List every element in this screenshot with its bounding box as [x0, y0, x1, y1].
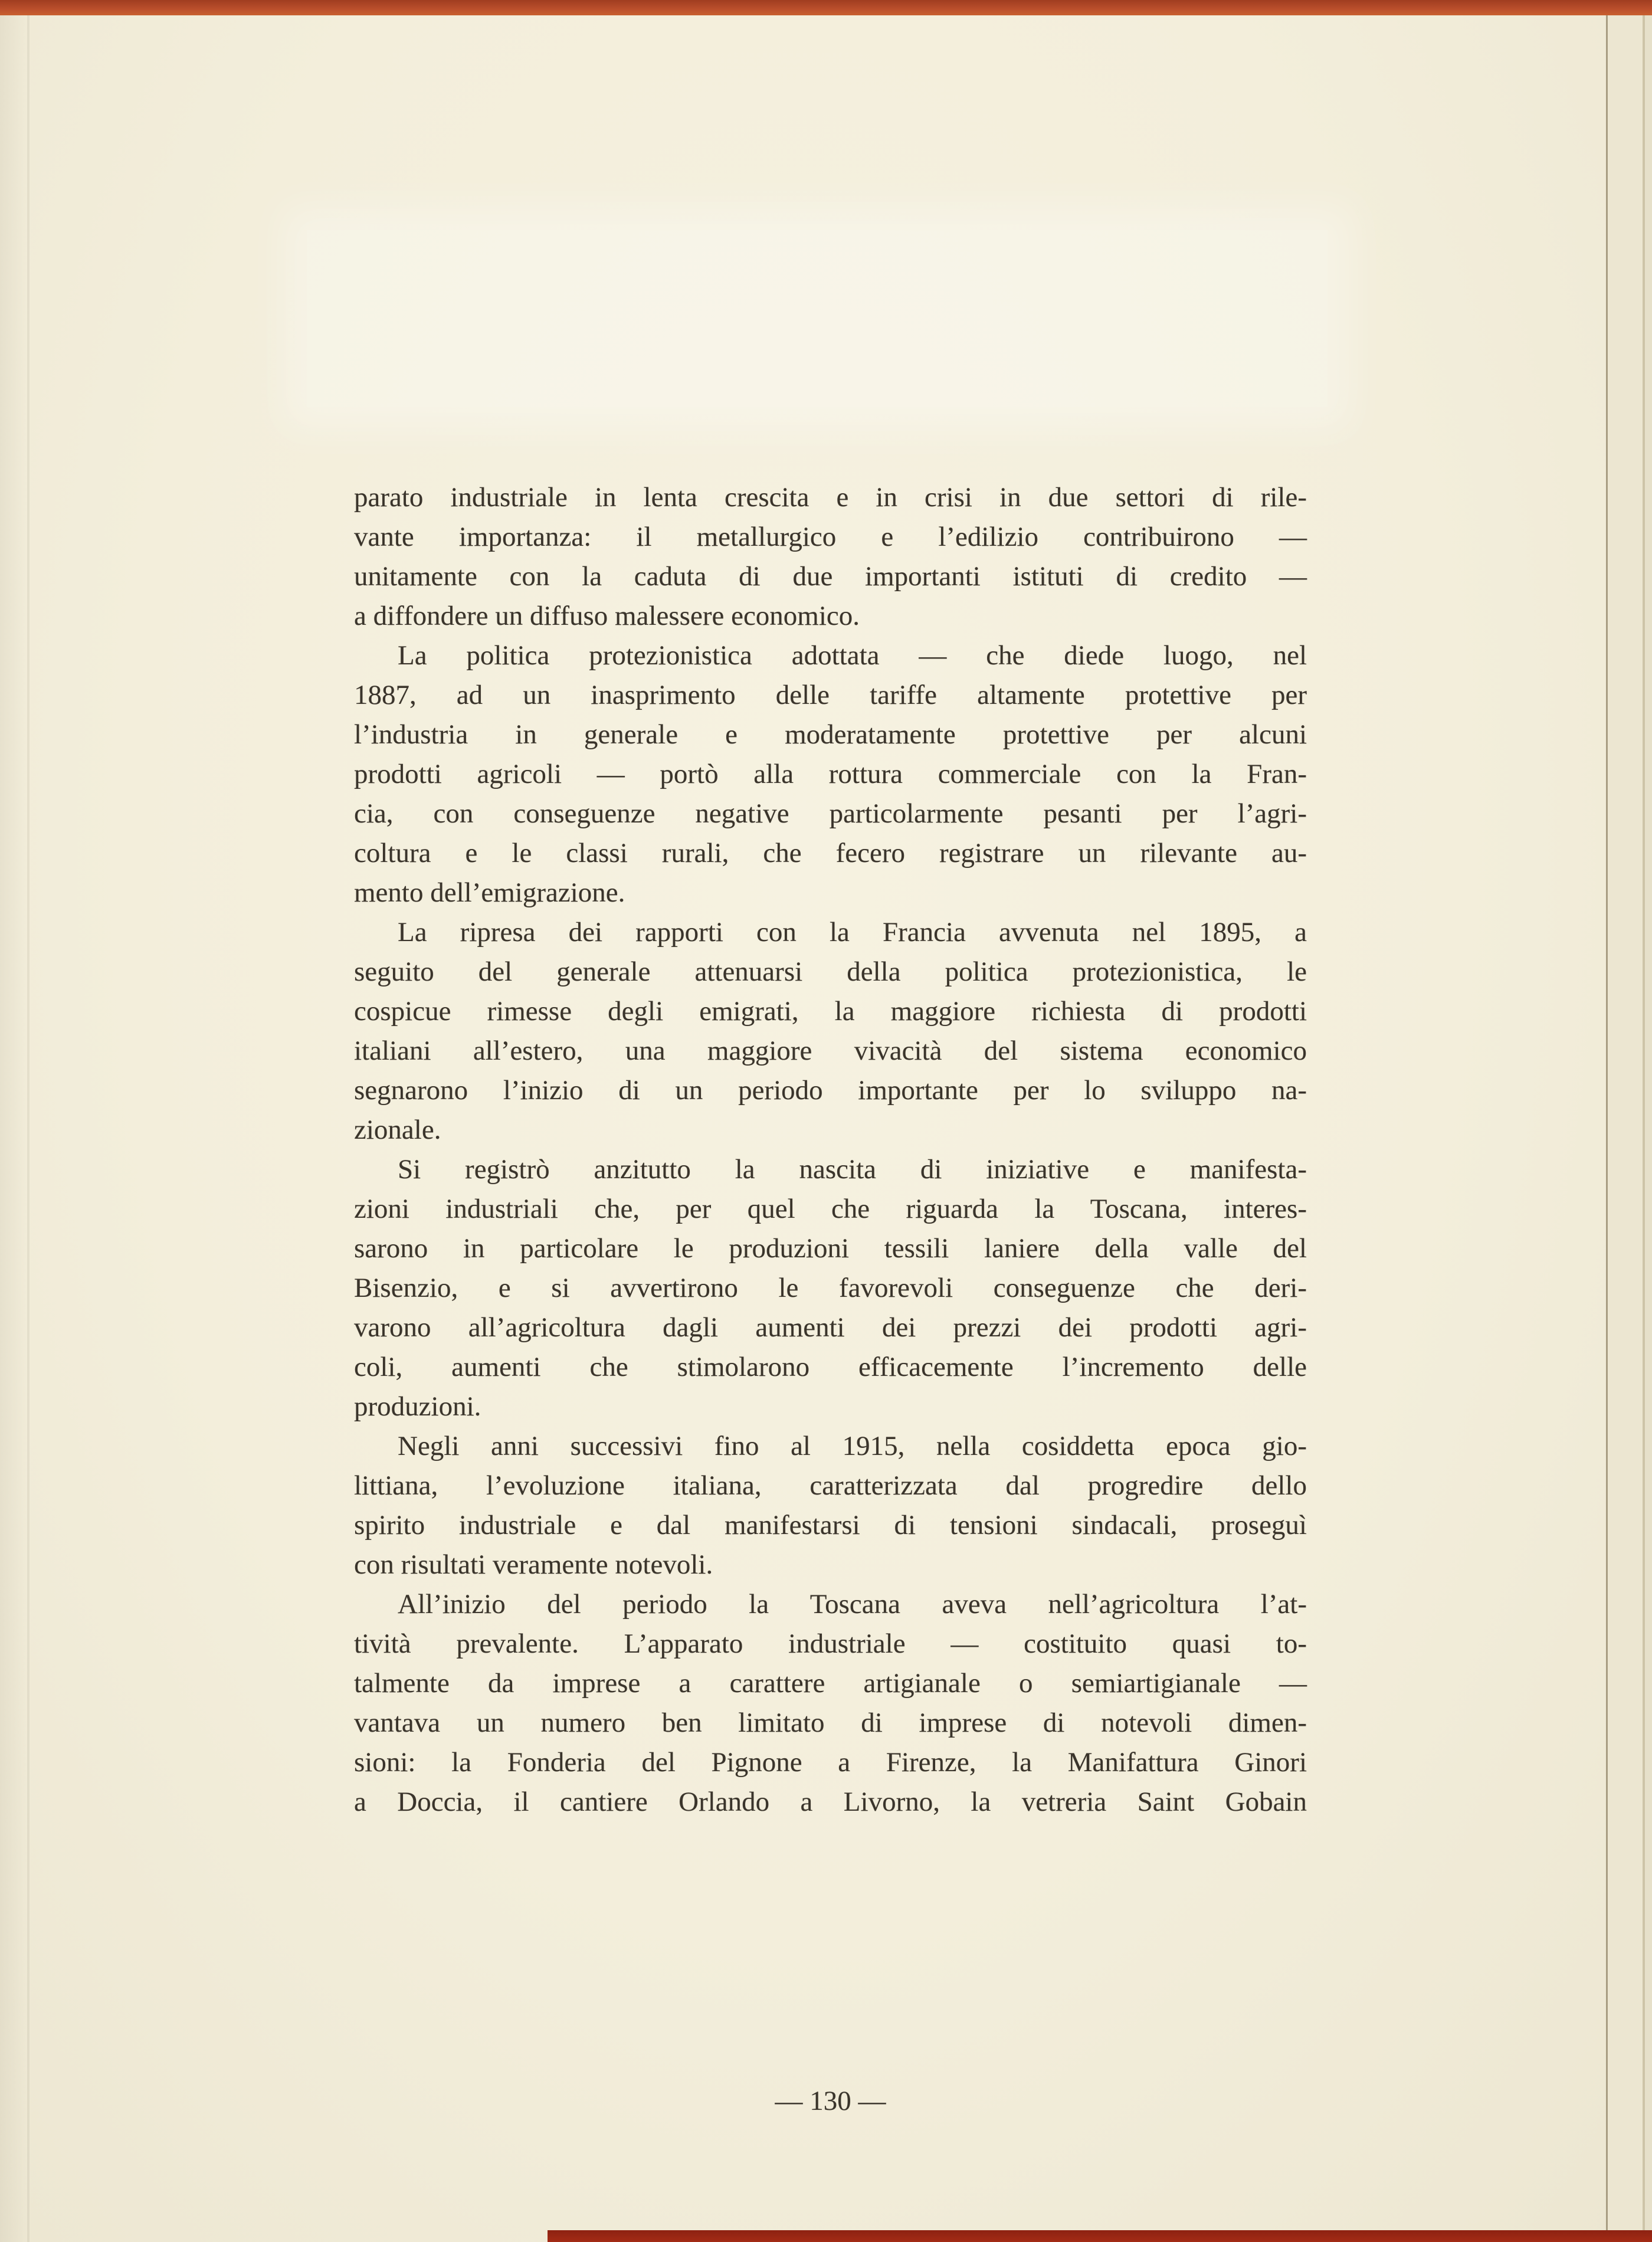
text-line: 1887, ad un inasprimento delle tariffe altamente protettive per [354, 680, 1307, 710]
text-line: littiana, l’evoluzione italiana, caratterizzata dal progredire dello [354, 1470, 1307, 1501]
page-left-shadow [0, 0, 27, 2242]
book-cover-top-edge [0, 0, 1652, 15]
text-line: zioni industriali che, per quel che riguarda la Toscana, interes- [354, 1194, 1307, 1224]
text-line: cospicue rimesse degli emigrati, la maggiore richiesta di prodotti [354, 996, 1307, 1027]
text-line: mento dell’emigrazione. [354, 877, 625, 908]
text-line: spirito industriale e dal manifestarsi di tensioni sindacali, proseguì [354, 1510, 1307, 1540]
text-line: a diffondere un diffuso malessere economico. [354, 601, 860, 631]
text-line: sioni: la Fonderia del Pignone a Firenze, la Manifattura Ginori [354, 1747, 1307, 1778]
text-line: prodotti agricoli — portò alla rottura commerciale con la Fran- [354, 759, 1307, 789]
text-line: All’inizio del periodo la Toscana aveva nell’agricoltura l’at- [398, 1589, 1307, 1620]
text-line: talmente da imprese a carattere artigianale o semiartigianale — [354, 1668, 1307, 1699]
text-line: con risultati veramente notevoli. [354, 1549, 713, 1580]
book-cover-bottom-edge [548, 2230, 1652, 2242]
text-line: italiani all’estero, una maggiore vivacità del sistema economico [354, 1035, 1307, 1066]
text-line: produzioni. [354, 1391, 481, 1422]
text-line: Bisenzio, e si avvertirono le favorevoli conseguenze che deri- [354, 1273, 1307, 1303]
text-line: a Doccia, il cantiere Orlando a Livorno, la vetreria Saint Gobain [354, 1787, 1307, 1817]
page-left-crease [27, 0, 30, 2242]
text-line: sarono in particolare le produzioni tessili laniere della valle del [354, 1233, 1307, 1264]
body-text [354, 478, 1307, 1822]
text-line: Negli anni successivi fino al 1915, nella cosiddetta epoca gio- [398, 1431, 1307, 1461]
text-line: seguito del generale attenuarsi della politica protezionistica, le [354, 956, 1307, 987]
text-line: La ripresa dei rapporti con la Francia avvenuta nel 1895, a [398, 917, 1307, 948]
page-stack-right-edge [1606, 0, 1652, 2242]
text-line: varono all’agricoltura dagli aumenti dei prezzi dei prodotti agri- [354, 1312, 1307, 1343]
text-line: La politica protezionistica adottata — che diede luogo, nel [398, 640, 1307, 671]
page-number: — 130 — [775, 2086, 886, 2116]
text-line: segnarono l’inizio di un periodo importante per lo sviluppo na- [354, 1075, 1307, 1106]
text-line: vante importanza: il metallurgico e l’edilizio contribuirono — [354, 522, 1307, 552]
scan-light-artifact [307, 230, 1328, 407]
text-line: coli, aumenti che stimolarono efficacemente l’incremento delle [354, 1352, 1307, 1382]
text-line: parato industriale in lenta crescita e in crisi in due settori di rile- [354, 482, 1307, 513]
text-line: coltura e le classi rurali, che fecero registrare un rilevante au- [354, 838, 1307, 868]
text-line: vantava un numero ben limitato di imprese di notevoli dimen- [354, 1707, 1307, 1738]
text-line: unitamente con la caduta di due importanti istituti di credito — [354, 561, 1307, 592]
text-line: tività prevalente. L’apparato industriale — costituito quasi to- [354, 1628, 1307, 1659]
text-line: cia, con conseguenze negative particolarmente pesanti per l’agri- [354, 798, 1307, 829]
text-line: zionale. [354, 1115, 441, 1145]
text-line: Si registrò anzitutto la nascita di iniziative e manifesta- [398, 1154, 1307, 1185]
text-line: l’industria in generale e moderatamente protettive per alcuni [354, 719, 1307, 750]
